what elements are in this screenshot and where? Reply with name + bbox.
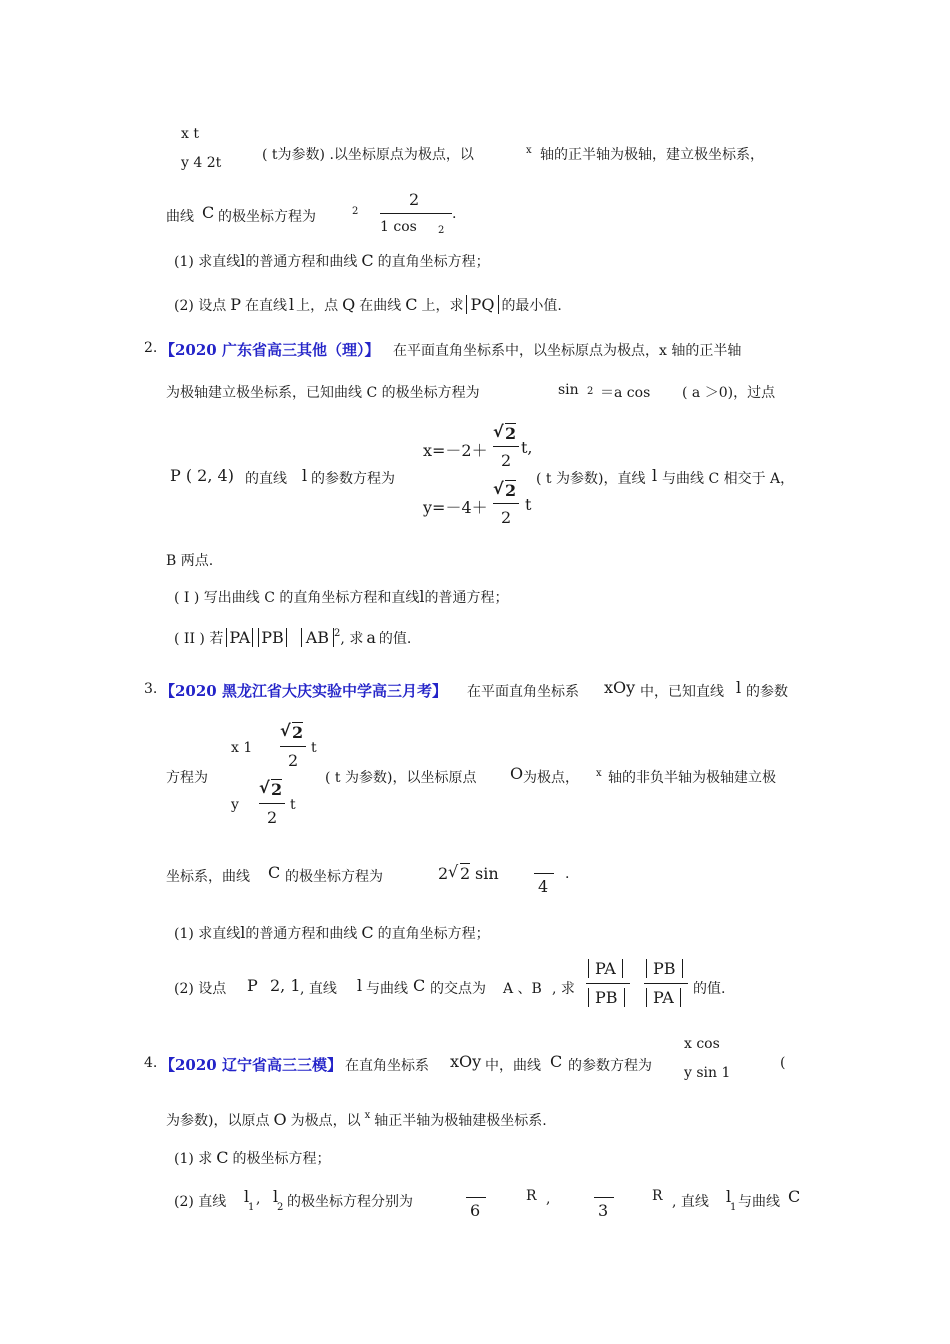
sys-x-lhs: x=－2＋ bbox=[423, 441, 488, 460]
param-note: ( t为参数) .以坐标原点为极点，以 bbox=[262, 147, 474, 163]
fraction-bar bbox=[280, 746, 306, 747]
problem-text-line2: 为参数)，以原点 O 为极点，以 $^x$ 轴正半轴为极轴建极坐标系. bbox=[166, 1110, 547, 1129]
fraction-denominator: 2 bbox=[288, 751, 299, 770]
fraction-bar bbox=[466, 1197, 486, 1198]
abs-ab: AB bbox=[301, 628, 334, 647]
question-2: (2) 设点 P 在直线 l 上，点 Q 在曲线 C 上，求 PQ 的最小值. bbox=[174, 295, 562, 314]
open-paren: ( bbox=[780, 1055, 786, 1071]
sys-y-t: t bbox=[525, 495, 532, 514]
line-tail: 轴的正半轴为极轴，建立极坐标系， bbox=[540, 147, 764, 163]
axis-x: x bbox=[596, 768, 602, 779]
problem-text: 中，已知直线 bbox=[640, 684, 724, 700]
problem-text-line2: 为极轴建立极坐标系，已知曲线 C 的极坐标方程为 bbox=[166, 385, 480, 401]
sys-y: y sin 1 bbox=[684, 1065, 731, 1081]
polar-eq-cos: ＝a cos bbox=[600, 385, 651, 401]
fraction-denominator: 1 cos bbox=[380, 219, 417, 235]
question-I: ( I ) 写出曲线 C 的直角坐标方程和直线l的普通方程； bbox=[174, 587, 509, 606]
fraction-bar bbox=[380, 213, 452, 214]
frac1-numerator: PA bbox=[588, 959, 623, 978]
point-p: P ( 2, 4) bbox=[170, 466, 234, 485]
rho-exponent: 2 bbox=[352, 206, 359, 217]
frac1-denominator: PB bbox=[588, 988, 625, 1007]
q2-text: 的极坐标方程分别为 bbox=[287, 1194, 413, 1210]
subscript-1: 1 bbox=[248, 1202, 255, 1213]
q2-text: , 直线 bbox=[300, 981, 337, 997]
axis-x: x bbox=[526, 145, 532, 156]
polar-sin: sin bbox=[475, 864, 499, 883]
sys-x-t: t bbox=[311, 740, 317, 756]
q2-text: (2) 设点 bbox=[174, 981, 227, 997]
problem-number: 3. bbox=[144, 681, 158, 697]
point-p: P bbox=[247, 976, 258, 995]
source-tag: 【2020 广东省高三其他（理）】 bbox=[160, 341, 380, 359]
comma: , bbox=[256, 1191, 261, 1207]
fraction-bar bbox=[259, 803, 285, 804]
abs-pq: PQ bbox=[466, 295, 500, 314]
sqrt-radicand: 2 bbox=[460, 864, 471, 883]
fraction-denominator: 2 bbox=[501, 451, 512, 470]
curve-prefix: 曲线 bbox=[166, 209, 194, 225]
fraction-bar bbox=[493, 446, 519, 447]
curve-c: C bbox=[268, 863, 281, 882]
abs-pa: PA bbox=[226, 628, 253, 647]
problem-text: 在直角坐标系 bbox=[345, 1058, 429, 1074]
q2-text: 与曲线 bbox=[366, 981, 408, 997]
period: . bbox=[565, 866, 570, 882]
points-ab: A 、B bbox=[503, 981, 542, 997]
sys-x: x 1 bbox=[231, 740, 253, 756]
problem-number: 2. bbox=[144, 340, 158, 356]
xoy: xOy bbox=[604, 678, 636, 697]
frac2-denominator: PA bbox=[646, 988, 681, 1007]
fraction-bar bbox=[644, 983, 688, 984]
frac2-numerator: PB bbox=[646, 959, 683, 978]
fraction-denominator: 4 bbox=[538, 877, 549, 896]
sqrt-radicand: 2 bbox=[292, 723, 304, 742]
line-l: l bbox=[357, 976, 363, 995]
q2-text: , 求 bbox=[552, 981, 575, 997]
line-label: 的直线 bbox=[245, 471, 287, 487]
curve-symbol: C bbox=[202, 203, 215, 222]
problem-text: 为极点， bbox=[523, 770, 579, 786]
polar-coef: 2 bbox=[438, 864, 449, 883]
question-1: (1) 求 C 的极坐标方程； bbox=[174, 1148, 331, 1167]
sqrt-radicand: 2 bbox=[505, 424, 517, 443]
fraction-denominator: 2 bbox=[267, 808, 278, 827]
line-l2: l bbox=[273, 1187, 279, 1206]
source-tag: 【2020 黑龙江省大庆实验中学高三月考】 bbox=[160, 682, 447, 700]
fraction-numerator: 2 bbox=[409, 190, 420, 209]
comma: , bbox=[546, 1191, 551, 1207]
problem-text: 在平面直角坐标系 bbox=[467, 684, 579, 700]
sys-y: y bbox=[231, 797, 239, 813]
problem-text: 的参数方程为 bbox=[568, 1058, 652, 1074]
problem-text: 中，曲线 bbox=[485, 1058, 541, 1074]
problem-text: 的参数 bbox=[746, 684, 788, 700]
fraction-denominator: 6 bbox=[470, 1201, 481, 1220]
fraction-denominator: 2 bbox=[501, 508, 512, 527]
param-note: ( t 为参数)，以坐标原点 bbox=[325, 770, 477, 786]
curve-c: C bbox=[550, 1052, 563, 1071]
q2-text: (2) 直线 bbox=[174, 1194, 227, 1210]
problem-text-line1: 在平面直角坐标系中，以坐标原点为极点，x 轴的正半轴 bbox=[393, 343, 742, 359]
set-r: R bbox=[526, 1188, 537, 1204]
curve-text: 的极坐标方程为 bbox=[218, 209, 316, 225]
sqrt-sign: √ bbox=[493, 422, 504, 441]
q2-text: 的交点为 bbox=[430, 981, 486, 997]
subscript-2: 2 bbox=[277, 1202, 284, 1213]
condition: ( a ＞0)，过点 bbox=[682, 385, 776, 401]
line-l: l bbox=[302, 466, 308, 485]
param-label: 的参数方程为 bbox=[311, 471, 395, 487]
fraction-bar bbox=[534, 873, 554, 874]
intersect-text: 与曲线 C 相交于 A， bbox=[662, 471, 795, 487]
param-note: ( t 为参数)，直线 bbox=[536, 471, 646, 487]
period: . bbox=[452, 206, 457, 222]
q2-end: 的值. bbox=[693, 981, 726, 997]
fraction-denominator: 3 bbox=[598, 1201, 609, 1220]
problem-text: 坐标系，曲线 bbox=[166, 869, 250, 885]
q2-text: 与曲线 bbox=[738, 1194, 780, 1210]
problem-text: 方程为 bbox=[166, 770, 208, 786]
sqrt-sign: √ bbox=[493, 479, 504, 498]
problem-text: 的极坐标方程为 bbox=[285, 869, 383, 885]
fraction-bar bbox=[493, 503, 519, 504]
abs-pb: PB bbox=[258, 628, 287, 647]
curve-c: C bbox=[788, 1187, 801, 1206]
curve-c: C bbox=[413, 976, 426, 995]
problem-number: 4. bbox=[144, 1055, 158, 1071]
problem-text-line4: B 两点. bbox=[166, 553, 214, 569]
sqrt-sign: √ bbox=[280, 721, 291, 740]
fraction-exponent: 2 bbox=[438, 225, 445, 236]
sys-y-lhs: y=－4＋ bbox=[423, 498, 488, 517]
sys-x: x cos bbox=[684, 1036, 720, 1052]
fraction-bar bbox=[586, 983, 630, 984]
problem-text: 轴的非负半轴为极轴建立极 bbox=[608, 770, 776, 786]
polar-eq-sin: sin bbox=[558, 382, 579, 398]
question-1: (1) 求直线l的普通方程和曲线 C 的直角坐标方程； bbox=[174, 251, 490, 270]
line-l1: l bbox=[244, 1187, 250, 1206]
line-l: l bbox=[652, 466, 658, 485]
subscript-1: 1 bbox=[730, 1202, 737, 1213]
question-1: (1) 求直线l的普通方程和曲线 C 的直角坐标方程； bbox=[174, 923, 490, 942]
set-r: R bbox=[652, 1188, 663, 1204]
fraction-bar bbox=[594, 1197, 614, 1198]
sqrt-radicand: 2 bbox=[271, 780, 283, 799]
question-II: ( II ) 若 PA PB AB $^2$, 求 a 的值. bbox=[174, 628, 412, 647]
source-tag: 【2020 辽宁省高三三模】 bbox=[160, 1056, 342, 1074]
point-p-coord: 2, 1 bbox=[270, 976, 301, 995]
param-system-x: x t bbox=[181, 126, 199, 142]
param-system-y: y 4 2t bbox=[181, 155, 222, 171]
q2-text: , 直线 bbox=[672, 1194, 709, 1210]
polar-eq-exp: 2 bbox=[587, 386, 594, 397]
xoy: xOy bbox=[450, 1052, 482, 1071]
line-l1: l bbox=[726, 1187, 732, 1206]
line-l: l bbox=[736, 678, 742, 697]
sys-y-t: t bbox=[290, 797, 296, 813]
origin-o: O bbox=[510, 764, 524, 783]
sqrt-sign: √ bbox=[259, 778, 270, 797]
sys-x-t: t, bbox=[521, 438, 533, 457]
sqrt-radicand: 2 bbox=[505, 481, 517, 500]
sqrt-sign: √ bbox=[448, 862, 459, 881]
